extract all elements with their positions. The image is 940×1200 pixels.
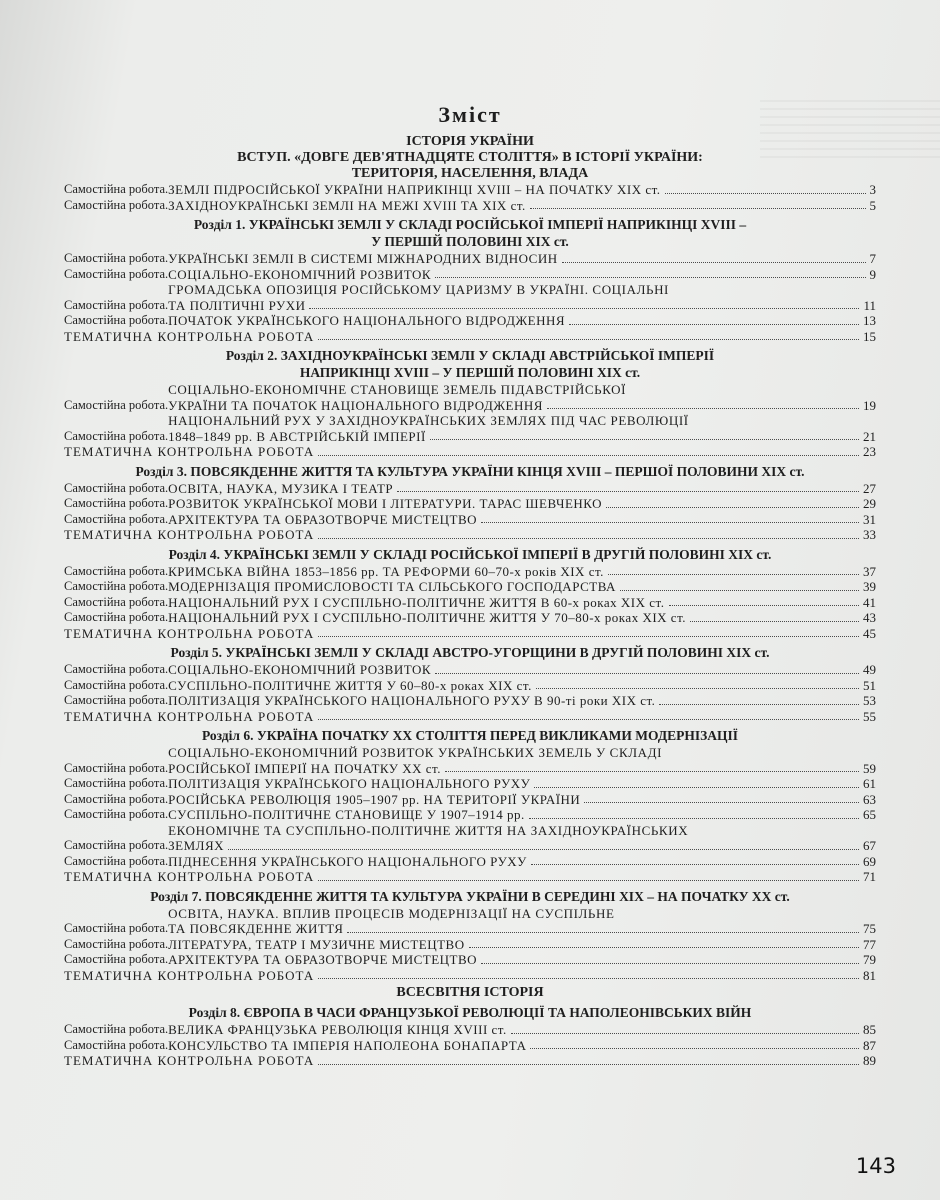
entry-title-line: УКРАЇНСЬКІ ЗЕМЛІ В СИСТЕМІ МІЖНАРОДНИХ ВІДНОСИН bbox=[168, 251, 558, 266]
table-of-contents bbox=[64, 102, 876, 1069]
entry-title-line: ЛІТЕРАТУРА, ТЕАТР І МУЗИЧНЕ МИСТЕЦТВО bbox=[168, 936, 465, 952]
dot-leader bbox=[318, 719, 859, 720]
entry-title-line: СОЦІАЛЬНО-ЕКОНОМІЧНИЙ РОЗВИТОК bbox=[168, 662, 432, 677]
dot-leader bbox=[690, 621, 859, 622]
entry-last-line bbox=[64, 444, 876, 460]
page-ref: 15 bbox=[863, 328, 876, 344]
entry-last-line bbox=[64, 527, 876, 543]
entry-last-line bbox=[168, 429, 876, 445]
entry-last-line bbox=[168, 678, 876, 694]
intro-heading-line-1: ВСТУП. «ДОВГЕ ДЕВ'ЯТНАДЦЯТЕ СТОЛІТТЯ» В ІСТОРІЇ УКРАЇНИ: bbox=[237, 150, 703, 165]
toc-entry bbox=[64, 823, 876, 854]
toc-entry bbox=[64, 745, 876, 776]
toc-entry bbox=[64, 329, 876, 345]
toc-entry bbox=[64, 1053, 876, 1069]
entry-title bbox=[168, 693, 876, 709]
entry-title bbox=[168, 937, 876, 953]
section-heading: Розділ 6. УКРАЇНА ПОЧАТКУ XX СТОЛІТТЯ ПЕРЕД ВИКЛИКАМИ МОДЕРНІЗАЦІЇ bbox=[201, 728, 739, 743]
dot-leader bbox=[665, 193, 866, 194]
section-heading: Розділ 2. ЗАХІДНОУКРАЇНСЬКІ ЗЕМЛІ У СКЛАДІ АВСТРІЙСЬКОЇ ІМПЕРІЇ bbox=[225, 348, 715, 363]
page-ref: 87 bbox=[863, 1037, 876, 1053]
entry-label: Самостійна робота. bbox=[64, 313, 169, 327]
toc-entry bbox=[64, 678, 876, 694]
entry-last-line bbox=[168, 662, 876, 678]
dot-leader bbox=[318, 636, 859, 637]
entry-last-line bbox=[168, 1022, 876, 1038]
entry-title-line: НАЦІОНАЛЬНИЙ РУХ І СУСПІЛЬНО-ПОЛІТИЧНЕ ЖИТТЯ В 60-х роках XIX ст. bbox=[168, 594, 665, 610]
entry-label: Самостійна робота. bbox=[64, 936, 169, 951]
entry-last-line bbox=[168, 512, 876, 528]
entry-title bbox=[168, 198, 876, 214]
page-ref: 29 bbox=[863, 496, 876, 511]
entry-last-line bbox=[168, 776, 876, 792]
page-ref: 81 bbox=[863, 967, 876, 983]
toc-section bbox=[64, 547, 876, 642]
entry-title-line: ОСВІТА, НАУКА. ВПЛИВ ПРОЦЕСІВ МОДЕРНІЗАЦІЇ НА СУСПІЛЬНЕ bbox=[168, 905, 615, 921]
toc-entry bbox=[64, 626, 876, 642]
dot-leader bbox=[228, 849, 859, 850]
page-ref: 7 bbox=[869, 251, 876, 266]
entry-label: Самостійна робота. bbox=[64, 297, 169, 312]
entry-label: Самостійна робота. bbox=[64, 838, 169, 852]
entry-title bbox=[168, 579, 876, 595]
dot-leader bbox=[531, 864, 859, 865]
entry-last-line bbox=[168, 807, 876, 823]
dot-leader bbox=[430, 439, 859, 440]
entry-label: Самостійна робота. bbox=[64, 511, 169, 526]
entry-last-line bbox=[64, 709, 876, 725]
dot-leader bbox=[318, 538, 859, 539]
dot-leader bbox=[608, 574, 859, 575]
entry-title bbox=[168, 564, 876, 580]
page-ref: 21 bbox=[863, 428, 876, 444]
page-ref: 63 bbox=[863, 791, 876, 807]
entry-title bbox=[168, 854, 876, 870]
page-ref: 3 bbox=[869, 182, 876, 197]
toc-section bbox=[64, 889, 876, 984]
page-ref: 49 bbox=[863, 662, 876, 677]
entry-last-line bbox=[168, 761, 876, 777]
entry-title bbox=[168, 313, 876, 329]
entry-label: Самостійна робота. bbox=[64, 496, 169, 510]
toc-title: Зміст bbox=[438, 102, 502, 127]
entry-title-line: АРХІТЕКТУРА ТА ОБРАЗОТВОРЧЕ МИСТЕЦТВО bbox=[168, 511, 478, 527]
entry-label: Самостійна робота. bbox=[64, 677, 169, 692]
toc-section bbox=[64, 645, 876, 724]
page-ref: 13 bbox=[863, 313, 876, 328]
entry-title-line: ТЕМАТИЧНА КОНТРОЛЬНА РОБОТА bbox=[64, 625, 315, 641]
dot-leader bbox=[534, 787, 859, 788]
entry-label: Самостійна робота. bbox=[64, 952, 169, 966]
entry-title-line: ТЕМАТИЧНА КОНТРОЛЬНА РОБОТА bbox=[64, 869, 315, 884]
entry-last-line bbox=[64, 626, 876, 642]
page-ref: 51 bbox=[863, 677, 876, 693]
page-ref: 41 bbox=[863, 594, 876, 610]
entry-title-line: АРХІТЕКТУРА ТА ОБРАЗОТВОРЧЕ МИСТЕЦТВО bbox=[168, 952, 478, 967]
entry-last-line bbox=[168, 313, 876, 329]
entry-label: Самостійна робота. bbox=[64, 579, 169, 593]
entry-last-line bbox=[64, 968, 876, 984]
entry-label: Самостійна робота. bbox=[64, 760, 169, 775]
entry-label: Самостійна робота. bbox=[64, 251, 169, 265]
entry-title bbox=[168, 413, 876, 444]
entry-label: Самостійна робота. bbox=[64, 1022, 169, 1036]
entry-title-line: УКРАЇНИ ТА ПОЧАТОК НАЦІОНАЛЬНОГО ВІДРОДЖЕННЯ bbox=[168, 397, 543, 413]
entry-title bbox=[168, 906, 876, 937]
entry-title-line: ЕКОНОМІЧНЕ ТА СУСПІЛЬНО-ПОЛІТИЧНЕ ЖИТТЯ НА ЗАХІДНОУКРАЇНСЬКИХ bbox=[168, 822, 689, 838]
dot-leader bbox=[584, 802, 859, 803]
entry-title-line: СУСПІЛЬНО-ПОЛІТИЧНЕ ЖИТТЯ У 60–80-х роках XIX ст. bbox=[168, 677, 532, 693]
entry-title bbox=[168, 1038, 876, 1054]
entry-last-line bbox=[168, 251, 876, 267]
entry-label: Самостійна робота. bbox=[64, 776, 169, 790]
entry-title-line: МОДЕРНІЗАЦІЯ ПРОМИСЛОВОСТІ ТА СІЛЬСЬКОГО ГОСПОДАРСТВА bbox=[168, 579, 616, 594]
page-ref: 65 bbox=[863, 807, 876, 822]
toc-entry bbox=[64, 512, 876, 528]
entry-last-line bbox=[64, 869, 876, 885]
toc-entry bbox=[64, 807, 876, 823]
page-ref: 61 bbox=[863, 776, 876, 791]
page-ref: 19 bbox=[863, 397, 876, 413]
toc-entry bbox=[64, 527, 876, 543]
entry-label: Самостійна робота. bbox=[64, 197, 169, 212]
intro-heading-line-2: ТЕРИТОРІЯ, НАСЕЛЕННЯ, ВЛАДА bbox=[351, 166, 589, 181]
sections-list bbox=[64, 1005, 876, 1069]
dot-leader bbox=[318, 455, 859, 456]
entry-last-line bbox=[168, 610, 876, 626]
dot-leader bbox=[511, 1033, 859, 1034]
dot-leader bbox=[562, 262, 866, 263]
entry-last-line bbox=[168, 1038, 876, 1054]
dot-leader bbox=[445, 771, 859, 772]
entry-title-line: ТЕМАТИЧНА КОНТРОЛЬНА РОБОТА bbox=[64, 328, 315, 344]
entry-last-line bbox=[64, 1053, 876, 1069]
toc-entry bbox=[64, 906, 876, 937]
toc-entry bbox=[64, 313, 876, 329]
page-ref: 5 bbox=[869, 197, 876, 213]
page-ref: 53 bbox=[863, 693, 876, 708]
toc-entry bbox=[64, 869, 876, 885]
entry-last-line bbox=[168, 398, 876, 414]
page-ref: 43 bbox=[863, 610, 876, 625]
entry-title bbox=[168, 823, 876, 854]
section-heading: НАПРИКІНЦІ XVIII – У ПЕРШІЙ ПОЛОВИНІ XIX ст. bbox=[299, 365, 641, 380]
section-heading: Розділ 4. УКРАЇНСЬКІ ЗЕМЛІ У СКЛАДІ РОСІЙСЬКОЇ ІМПЕРІЇ В ДРУГІЙ ПОЛОВИНІ XIX ст. bbox=[168, 546, 772, 562]
entry-title bbox=[168, 678, 876, 694]
entry-title-line: ТЕМАТИЧНА КОНТРОЛЬНА РОБОТА bbox=[64, 1053, 315, 1068]
page-ref: 23 bbox=[863, 444, 876, 459]
entry-last-line bbox=[168, 937, 876, 953]
toc-section bbox=[64, 728, 876, 885]
entry-label: Самостійна робота. bbox=[64, 791, 169, 806]
entry-title bbox=[168, 182, 876, 198]
entry-title-line: ТЕМАТИЧНА КОНТРОЛЬНА РОБОТА bbox=[64, 708, 315, 724]
entry-last-line bbox=[168, 564, 876, 580]
entry-title-line: ПОЛІТИЗАЦІЯ УКРАЇНСЬКОГО НАЦІОНАЛЬНОГО РУХУ bbox=[168, 776, 531, 791]
entry-title-line: 1848–1849 рр. В АВСТРІЙСЬКІЙ ІМПЕРІЇ bbox=[168, 428, 426, 444]
page-ref: 27 bbox=[863, 480, 876, 496]
dot-leader bbox=[318, 880, 859, 881]
toc-section bbox=[64, 348, 876, 460]
entry-title bbox=[168, 512, 876, 528]
toc-entry bbox=[64, 854, 876, 870]
toc-entry bbox=[64, 579, 876, 595]
toc-entry bbox=[64, 595, 876, 611]
section-heading: Розділ 5. УКРАЇНСЬКІ ЗЕМЛІ У СКЛАДІ АВСТРО-УГОРЩИНИ В ДРУГІЙ ПОЛОВИНІ XIX ст. bbox=[170, 645, 770, 660]
entry-last-line bbox=[168, 481, 876, 497]
toc-entry bbox=[64, 952, 876, 968]
entry-last-line bbox=[168, 595, 876, 611]
entry-title-line: ТЕМАТИЧНА КОНТРОЛЬНА РОБОТА bbox=[64, 967, 315, 983]
entry-label: Самостійна робота. bbox=[64, 563, 169, 578]
entry-label: Самостійна робота. bbox=[64, 807, 169, 821]
entry-title bbox=[168, 481, 876, 497]
entry-title-line: НАЦІОНАЛЬНИЙ РУХ У ЗАХІДНОУКРАЇНСЬКИХ ЗЕМЛЯХ ПІД ЧАС РЕВОЛЮЦІЇ bbox=[168, 413, 689, 428]
entry-title-line: ПІДНЕСЕННЯ УКРАЇНСЬКОГО НАЦІОНАЛЬНОГО РУХУ bbox=[168, 853, 527, 869]
dot-leader bbox=[669, 605, 860, 606]
page-ref: 45 bbox=[863, 625, 876, 641]
dot-leader bbox=[620, 590, 859, 591]
entry-label: Самостійна робота. bbox=[64, 182, 169, 196]
toc-section bbox=[64, 217, 876, 344]
entry-title-line: ПОЧАТОК УКРАЇНСЬКОГО НАЦІОНАЛЬНОГО ВІДРОДЖЕННЯ bbox=[168, 313, 566, 328]
entry-last-line bbox=[168, 952, 876, 968]
entry-title-line: СОЦІАЛЬНО-ЕКОНОМІЧНИЙ РОЗВИТОК bbox=[168, 266, 432, 282]
entry-title bbox=[168, 952, 876, 968]
entry-label: Самостійна робота. bbox=[64, 1037, 169, 1052]
page-ref: 67 bbox=[863, 838, 876, 853]
entry-last-line bbox=[168, 792, 876, 808]
dot-leader bbox=[435, 673, 859, 674]
page-ref: 75 bbox=[863, 921, 876, 936]
entry-label: Самостійна робота. bbox=[64, 428, 169, 443]
toc-entry bbox=[64, 1022, 876, 1038]
entry-label: Самостійна робота. bbox=[64, 480, 169, 495]
sections-list bbox=[64, 217, 876, 983]
dot-leader bbox=[347, 932, 859, 933]
entry-title-line: ВЕЛИКА ФРАНЦУЗЬКА РЕВОЛЮЦІЯ КІНЦЯ XVIII ст. bbox=[168, 1022, 507, 1037]
entry-title bbox=[64, 527, 876, 543]
entry-title-line: ТА ПОВСЯКДЕННЕ ЖИТТЯ bbox=[168, 921, 344, 936]
entry-title bbox=[168, 610, 876, 626]
entry-last-line bbox=[168, 693, 876, 709]
entry-title-line: СОЦІАЛЬНО-ЕКОНОМІЧНЕ СТАНОВИЩЕ ЗЕМЕЛЬ ПІДАВСТРІЙСЬКОЇ bbox=[168, 382, 627, 397]
page-ref: 71 bbox=[863, 869, 876, 884]
dot-leader bbox=[481, 963, 859, 964]
entry-last-line bbox=[168, 579, 876, 595]
entry-last-line bbox=[168, 854, 876, 870]
page-ref: 69 bbox=[863, 853, 876, 869]
entry-title-line: ЗАХІДНОУКРАЇНСЬКІ ЗЕМЛІ НА МЕЖІ XVIII ТА XIX ст. bbox=[168, 197, 526, 213]
entry-title bbox=[168, 496, 876, 512]
toc-entry bbox=[64, 496, 876, 512]
page-ref: 37 bbox=[863, 563, 876, 579]
dot-leader bbox=[569, 324, 859, 325]
page-ref: 85 bbox=[863, 1022, 876, 1037]
page-ref: 55 bbox=[863, 708, 876, 724]
entry-last-line bbox=[168, 267, 876, 283]
entry-title bbox=[168, 595, 876, 611]
dot-leader bbox=[318, 339, 859, 340]
page-ref: 31 bbox=[863, 511, 876, 527]
toc-entry bbox=[64, 968, 876, 984]
page-number: 143 bbox=[855, 1154, 896, 1178]
entry-title-line: РОСІЙСЬКОЇ ІМПЕРІЇ НА ПОЧАТКУ XX ст. bbox=[168, 760, 441, 776]
entry-label: Самостійна робота. bbox=[64, 397, 169, 412]
toc-entry bbox=[64, 776, 876, 792]
entry-title-line: СОЦІАЛЬНО-ЕКОНОМІЧНИЙ РОЗВИТОК УКРАЇНСЬКИХ ЗЕМЕЛЬ У СКЛАДІ bbox=[168, 745, 663, 760]
dot-leader bbox=[547, 408, 859, 409]
toc-entry bbox=[64, 267, 876, 283]
toc-entry bbox=[64, 662, 876, 678]
toc-entry bbox=[64, 937, 876, 953]
entry-label: Самостійна робота. bbox=[64, 693, 169, 707]
toc-entry bbox=[64, 792, 876, 808]
entry-title-line: РОСІЙСЬКА РЕВОЛЮЦІЯ 1905–1907 рр. НА ТЕРИТОРІЇ УКРАЇНИ bbox=[168, 791, 581, 807]
entry-title-line: ПОЛІТИЗАЦІЯ УКРАЇНСЬКОГО НАЦІОНАЛЬНОГО РУХУ В 90-ті роки XIX ст. bbox=[168, 693, 656, 708]
toc-section bbox=[64, 464, 876, 543]
dot-leader bbox=[529, 818, 859, 819]
entry-label: Самостійна робота. bbox=[64, 266, 169, 281]
toc-entry bbox=[64, 413, 876, 444]
entry-title bbox=[64, 444, 876, 460]
dot-leader bbox=[606, 507, 859, 508]
page-ref: 11 bbox=[863, 297, 876, 313]
entry-title-line: ГРОМАДСЬКА ОПОЗИЦІЯ РОСІЙСЬКОМУ ЦАРИЗМУ В УКРАЇНІ. СОЦІАЛЬНІ bbox=[168, 282, 669, 297]
entry-title bbox=[168, 282, 876, 313]
entry-title bbox=[64, 329, 876, 345]
dot-leader bbox=[659, 704, 859, 705]
page-ref: 89 bbox=[863, 1053, 876, 1068]
toc-entry bbox=[64, 1038, 876, 1054]
dot-leader bbox=[530, 1048, 859, 1049]
toc-entry bbox=[64, 693, 876, 709]
entry-title bbox=[168, 792, 876, 808]
entry-title bbox=[64, 968, 876, 984]
entry-label: Самостійна робота. bbox=[64, 610, 169, 624]
section-heading: Розділ 3. ПОВСЯКДЕННЕ ЖИТТЯ ТА КУЛЬТУРА УКРАЇНИ КІНЦЯ XVIII – ПЕРШОЇ ПОЛОВИНИ XIX ст. bbox=[135, 463, 805, 479]
entry-title-line: КОНСУЛЬСТВО ТА ІМПЕРІЯ НАПОЛЕОНА БОНАПАРТА bbox=[168, 1037, 527, 1053]
entry-title-line: ТЕМАТИЧНА КОНТРОЛЬНА РОБОТА bbox=[64, 444, 315, 459]
entry-label: Самостійна робота. bbox=[64, 921, 169, 935]
toc-entry bbox=[64, 251, 876, 267]
dot-leader bbox=[435, 277, 865, 278]
entry-last-line bbox=[168, 298, 876, 314]
toc-entry bbox=[64, 198, 876, 214]
entry-last-line bbox=[168, 921, 876, 937]
page-ref: 77 bbox=[863, 936, 876, 952]
dot-leader bbox=[397, 491, 859, 492]
toc-entry bbox=[64, 282, 876, 313]
section-heading: У ПЕРШІЙ ПОЛОВИНІ XIX ст. bbox=[371, 234, 569, 249]
entry-title bbox=[168, 267, 876, 283]
entry-label: Самостійна робота. bbox=[64, 594, 169, 609]
dot-leader bbox=[536, 688, 859, 689]
entry-title bbox=[168, 776, 876, 792]
dot-leader bbox=[530, 208, 866, 209]
entry-title-line: ЗЕМЛЯХ bbox=[168, 838, 225, 853]
part-heading: ВСЕСВІТНЯ ІСТОРІЯ bbox=[396, 985, 544, 1000]
entry-title-line: ТА ПОЛІТИЧНІ РУХИ bbox=[168, 297, 306, 313]
entry-title-line: РОЗВИТОК УКРАЇНСЬКОЇ МОВИ І ЛІТЕРАТУРИ. ТАРАС ШЕВЧЕНКО bbox=[168, 496, 603, 511]
entry-title bbox=[64, 709, 876, 725]
entry-title-line: ОСВІТА, НАУКА, МУЗИКА І ТЕАТР bbox=[168, 480, 394, 496]
page-ref: 39 bbox=[863, 579, 876, 594]
entry-title bbox=[168, 382, 876, 413]
dot-leader bbox=[309, 308, 859, 309]
part-heading: ІСТОРІЯ УКРАЇНИ bbox=[406, 134, 534, 149]
toc-entry bbox=[64, 564, 876, 580]
entry-title-line: НАЦІОНАЛЬНИЙ РУХ І СУСПІЛЬНО-ПОЛІТИЧНЕ ЖИТТЯ У 70–80-х роках XIX ст. bbox=[168, 610, 687, 625]
entry-label: Самостійна робота. bbox=[64, 662, 169, 676]
entry-title-line: КРИМСЬКА ВІЙНА 1853–1856 рр. ТА РЕФОРМИ 60–70-х років XIX ст. bbox=[168, 563, 604, 579]
entry-title bbox=[64, 1053, 876, 1069]
intro-entries bbox=[64, 182, 876, 213]
entry-title bbox=[64, 626, 876, 642]
section-heading: Розділ 1. УКРАЇНСЬКІ ЗЕМЛІ У СКЛАДІ РОСІЙСЬКОЇ ІМПЕРІЇ НАПРИКІНЦІ XVIII – bbox=[193, 217, 747, 232]
section-heading: Розділ 7. ПОВСЯКДЕННЕ ЖИТТЯ ТА КУЛЬТУРА УКРАЇНИ В СЕРЕДИНІ XIX – НА ПОЧАТКУ XX ст. bbox=[150, 888, 790, 904]
toc-entry bbox=[64, 610, 876, 626]
entry-title bbox=[168, 662, 876, 678]
entry-title bbox=[168, 807, 876, 823]
entry-last-line bbox=[64, 329, 876, 345]
page-ref: 33 bbox=[863, 527, 876, 542]
page-ref: 59 bbox=[863, 760, 876, 776]
toc-entry bbox=[64, 382, 876, 413]
toc-entry bbox=[64, 709, 876, 725]
page-ref: 79 bbox=[863, 952, 876, 967]
entry-last-line bbox=[168, 182, 876, 198]
entry-last-line bbox=[168, 838, 876, 854]
section-heading: Розділ 8. ЄВРОПА В ЧАСИ ФРАНЦУЗЬКОЇ РЕВОЛЮЦІЇ ТА НАПОЛЕОНІВСЬКИХ ВІЙН bbox=[188, 1005, 752, 1020]
entry-title-line: ТЕМАТИЧНА КОНТРОЛЬНА РОБОТА bbox=[64, 527, 315, 542]
entry-last-line bbox=[168, 198, 876, 214]
dot-leader bbox=[318, 978, 859, 979]
entry-label: Самостійна робота. bbox=[64, 853, 169, 868]
toc-section bbox=[64, 1005, 876, 1069]
entry-title-line: ЗЕМЛІ ПІДРОСІЙСЬКОЇ УКРАЇНИ НАПРИКІНЦІ XVIII – НА ПОЧАТКУ XIX ст. bbox=[168, 182, 661, 197]
dot-leader bbox=[481, 522, 859, 523]
toc-entry bbox=[64, 182, 876, 198]
toc-entry bbox=[64, 444, 876, 460]
entry-title bbox=[64, 869, 876, 885]
dot-leader bbox=[469, 947, 859, 948]
toc-entry bbox=[64, 481, 876, 497]
entry-title bbox=[168, 745, 876, 776]
entry-title bbox=[168, 251, 876, 267]
entry-title bbox=[168, 1022, 876, 1038]
dot-leader bbox=[318, 1064, 859, 1065]
entry-last-line bbox=[168, 496, 876, 512]
page-ref: 9 bbox=[869, 266, 876, 282]
entry-title-line: СУСПІЛЬНО-ПОЛІТИЧНЕ СТАНОВИЩЕ У 1907–1914 рр. bbox=[168, 807, 525, 822]
